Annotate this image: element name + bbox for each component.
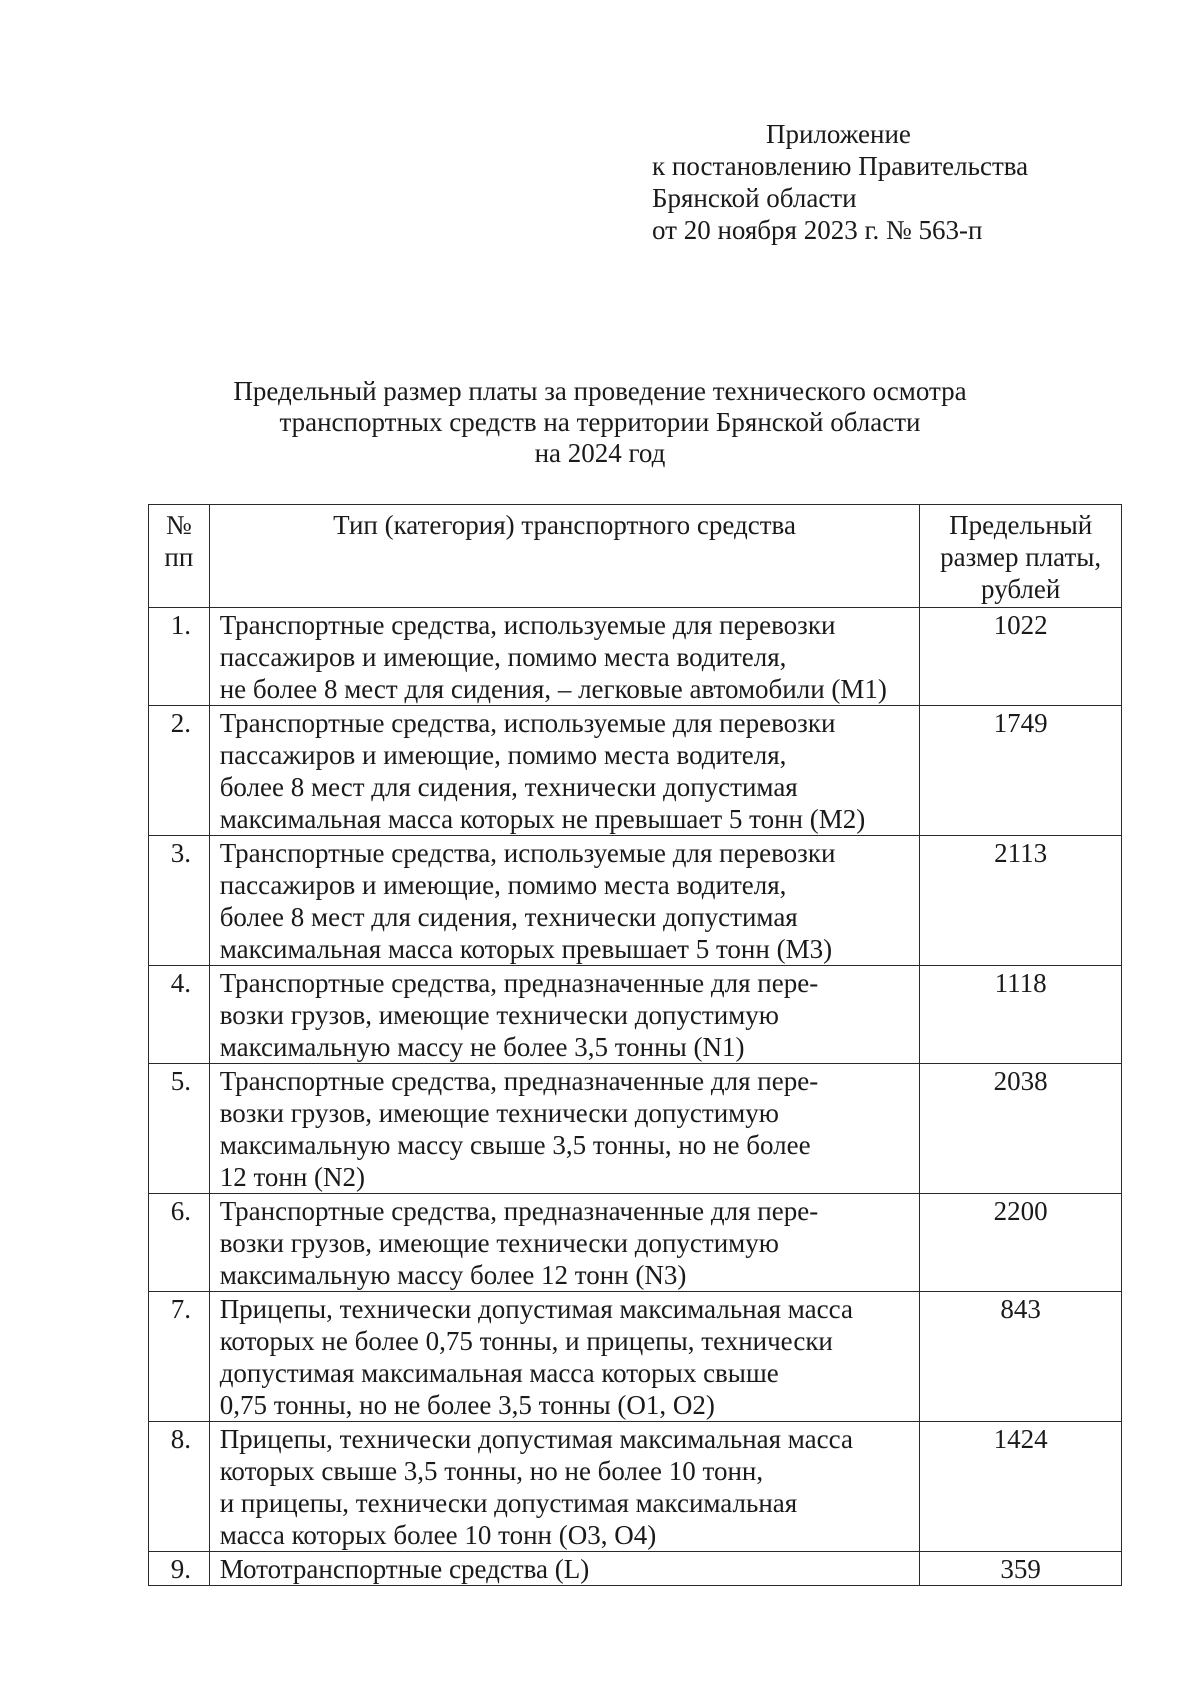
vehicle-type-line: более 8 мест для сидения, технически допустимая <box>219 902 798 932</box>
vehicle-type-line: Транспортные средства, используемые для перевозки <box>219 610 836 640</box>
fees-table <box>148 504 1122 1586</box>
fee-value: 1749 <box>920 706 1122 836</box>
header-fee-line-1: Предельный <box>949 510 1093 540</box>
vehicle-type-line: Транспортные средства, предназначенные для пере- <box>219 968 819 998</box>
appendix-block <box>652 118 1028 246</box>
row-number: 8. <box>149 1422 210 1552</box>
vehicle-type-line: пассажиров и имеющие, помимо места водителя, <box>219 870 787 900</box>
table-row <box>149 836 1122 966</box>
vehicle-type-cell <box>209 1194 920 1292</box>
vehicle-type-line: Транспортные средства, предназначенные для пере- <box>219 1066 819 1096</box>
vehicle-type-line: Транспортные средства, используемые для перевозки <box>219 838 836 868</box>
table-row <box>149 1422 1122 1552</box>
vehicle-type-line: Транспортные средства, предназначенные для пере- <box>219 1196 819 1226</box>
vehicle-type-line: максимальную массу более 12 тонн (N3) <box>219 1260 687 1290</box>
vehicle-type-line: масса которых более 10 тонн (О3, О4) <box>219 1520 657 1550</box>
row-number: 3. <box>149 836 210 966</box>
table-row <box>149 966 1122 1064</box>
fee-value: 2200 <box>920 1194 1122 1292</box>
vehicle-type-cell <box>209 1292 920 1422</box>
table-header-row <box>149 505 1122 608</box>
fee-value: 1118 <box>920 966 1122 1064</box>
title-line-3: на 2024 год <box>534 438 666 468</box>
fee-value: 359 <box>920 1552 1122 1586</box>
vehicle-type-cell <box>209 836 920 966</box>
row-number: 7. <box>149 1292 210 1422</box>
table-row <box>149 1194 1122 1292</box>
appendix-title: Приложение <box>766 119 911 149</box>
appendix-region: Брянской области <box>652 183 857 213</box>
header-max-fee <box>920 505 1122 608</box>
document-title <box>150 376 1050 469</box>
header-fee-line-2: размер платы, <box>940 542 1102 572</box>
fee-value: 1424 <box>920 1422 1122 1552</box>
vehicle-type-line: возки грузов, имеющие технически допустимую <box>219 1000 779 1030</box>
vehicle-type-line: максимальную массу свыше 3,5 тонны, но не более <box>219 1130 811 1160</box>
vehicle-type-cell <box>209 1064 920 1194</box>
vehicle-type-line: максимальная масса которых превышает 5 тонн (М3) <box>219 934 833 964</box>
vehicle-type-line: 12 тонн (N2) <box>219 1162 366 1192</box>
table-row <box>149 608 1122 706</box>
vehicle-type-line: возки грузов, имеющие технически допустимую <box>219 1098 779 1128</box>
vehicle-type-line: более 8 мест для сидения, технически допустимая <box>219 772 798 802</box>
vehicle-type-line: возки грузов, имеющие технически допустимую <box>219 1228 779 1258</box>
vehicle-type-cell <box>209 1422 920 1552</box>
vehicle-type-line: пассажиров и имеющие, помимо места водителя, <box>219 642 787 672</box>
vehicle-type-line: допустимая максимальная масса которых свыше <box>219 1358 779 1388</box>
header-number-symbol: № <box>165 510 192 540</box>
header-vehicle-type: Тип (категория) транспортного средства <box>209 505 920 608</box>
header-fee-line-3: рублей <box>981 574 1061 604</box>
title-line-1: Предельный размер платы за проведение технического осмотра <box>233 376 967 406</box>
vehicle-type-line: пассажиров и имеющие, помимо места водителя, <box>219 740 787 770</box>
row-number: 9. <box>149 1552 210 1586</box>
vehicle-type-line: максимальную массу не более 3,5 тонны (N1) <box>219 1032 745 1062</box>
table-row <box>149 1552 1122 1586</box>
vehicle-type-cell <box>209 608 920 706</box>
fee-value: 843 <box>920 1292 1122 1422</box>
vehicle-type-line: которых не более 0,75 тонны, и прицепы, технически <box>219 1326 833 1356</box>
row-number: 1. <box>149 608 210 706</box>
vehicle-type-line: не более 8 мест для сидения, – легковые автомобили (М1) <box>219 674 887 704</box>
table-row <box>149 706 1122 836</box>
vehicle-type-line: Мототранспортные средства (L) <box>219 1554 590 1584</box>
table-row <box>149 1292 1122 1422</box>
table-row <box>149 1064 1122 1194</box>
vehicle-type-cell <box>209 1552 920 1586</box>
fee-value: 1022 <box>920 608 1122 706</box>
row-number: 6. <box>149 1194 210 1292</box>
vehicle-type-line: которых свыше 3,5 тонны, но не более 10 тонн, <box>219 1456 764 1486</box>
vehicle-type-cell <box>209 706 920 836</box>
vehicle-type-cell <box>209 966 920 1064</box>
fee-value: 2038 <box>920 1064 1122 1194</box>
title-line-2: транспортных средств на территории Брянской области <box>279 407 921 437</box>
vehicle-type-line: Прицепы, технически допустимая максимальная масса <box>219 1424 853 1454</box>
header-number-abbr: пп <box>164 542 194 572</box>
appendix-date-number: от 20 ноября 2023 г. № 563-п <box>652 215 983 245</box>
vehicle-type-line: и прицепы, технически допустимая максимальная <box>219 1488 798 1518</box>
row-number: 2. <box>149 706 210 836</box>
row-number: 5. <box>149 1064 210 1194</box>
appendix-resolution: к постановлению Правительства <box>652 151 1029 181</box>
vehicle-type-line: Транспортные средства, используемые для перевозки <box>219 708 836 738</box>
row-number: 4. <box>149 966 210 1064</box>
vehicle-type-line: максимальная масса которых не превышает 5 тонн (М2) <box>219 804 866 834</box>
vehicle-type-line: 0,75 тонны, но не более 3,5 тонны (О1, О2) <box>219 1390 715 1420</box>
vehicle-type-line: Прицепы, технически допустимая максимальная масса <box>219 1294 853 1324</box>
header-number <box>149 505 210 608</box>
fee-value: 2113 <box>920 836 1122 966</box>
